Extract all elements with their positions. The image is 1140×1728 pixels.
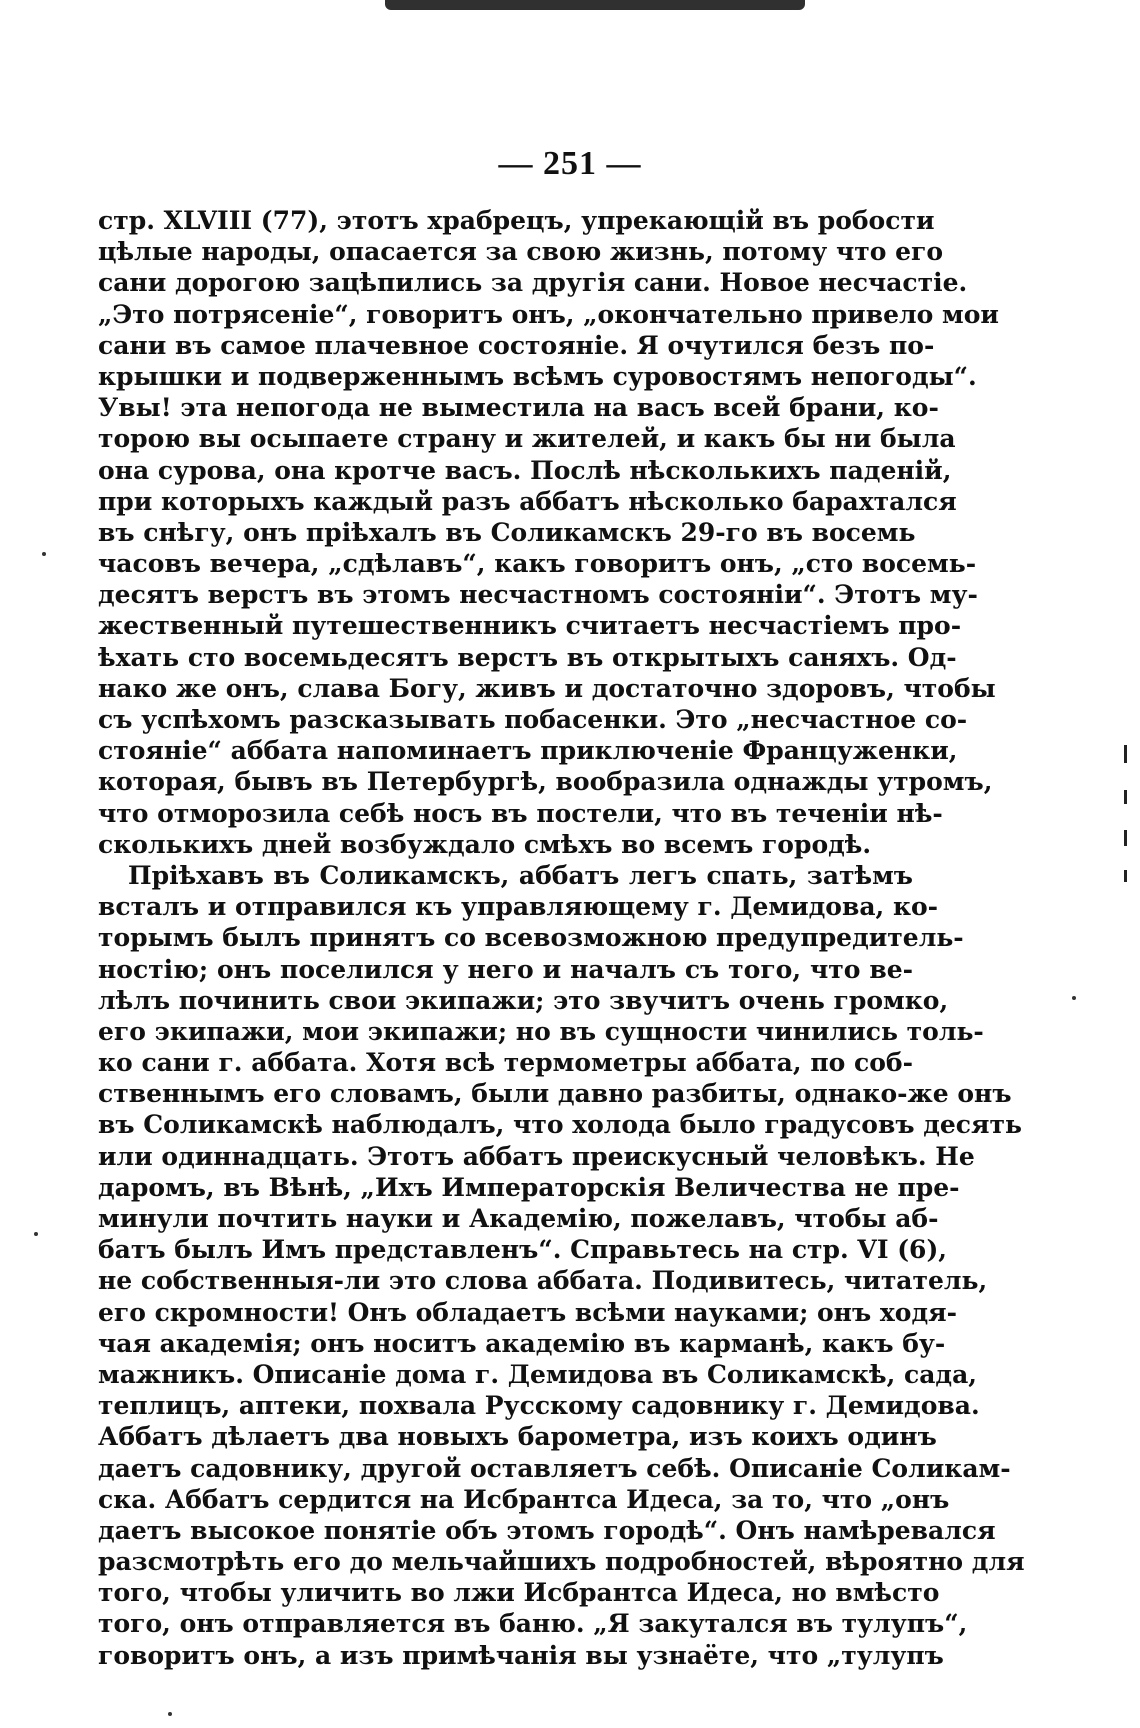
- scan-margin-mark: [1124, 870, 1127, 882]
- text-line: которая, бывъ въ Петербургѣ, вообразила однажды утромъ,: [98, 767, 993, 797]
- text-line: чая академія; онъ носитъ академію въ карманѣ, какъ бу-: [98, 1328, 946, 1358]
- text-line: всталъ и отправился къ управляющему г. Демидова, ко-: [98, 892, 939, 922]
- scan-margin-mark: [1124, 790, 1127, 804]
- text-line: „Это потрясеніе“, говоритъ онъ, „окончательно привело мои: [98, 299, 999, 329]
- text-line: мажникъ. Описаніе дома г. Демидова въ Соликамскѣ, сада,: [98, 1359, 977, 1389]
- scan-speck: [42, 552, 46, 556]
- text-line: теплицъ, аптеки, похвала Русскому садовнику г. Демидова.: [98, 1391, 980, 1421]
- text-line: не собственныя-ли это слова аббата. Подивитесь, читатель,: [98, 1266, 988, 1296]
- text-line: того, чтобы уличить во лжи Исбрантса Идеса, но вмѣсто: [98, 1578, 940, 1608]
- text-line: даромъ, въ Вѣнѣ, „Ихъ Императорскія Величества не пре-: [98, 1172, 960, 1202]
- text-line: ственнымъ его словамъ, были давно разбиты, однако-же онъ: [98, 1079, 1012, 1109]
- scan-speck: [168, 1712, 172, 1716]
- text-line: Увы! эта непогода не выместила на васъ всей брани, ко-: [98, 393, 939, 423]
- text-line: часовъ вечера, „сдѣлавъ“, какъ говоритъ онъ, „сто восемь-: [98, 549, 977, 579]
- text-line: стояніе“ аббата напоминаетъ приключеніе Француженки,: [98, 736, 958, 766]
- text-line: сани дорогою зацѣпились за другія сани. Новое несчастіе.: [98, 268, 968, 298]
- text-line: она сурова, она кротче васъ. Послѣ нѣсколькихъ паденій,: [98, 455, 952, 485]
- text-line: въ Соликамскѣ наблюдалъ, что холода было градусовъ десять: [98, 1110, 1022, 1140]
- text-line: ѣхать сто восемьдесятъ верстъ въ открытыхъ саняхъ. Од-: [98, 642, 957, 672]
- text-line: цѣлые народы, опасается за свою жизнь, потому что его: [98, 237, 944, 267]
- text-line: въ снѣгу, онъ пріѣхалъ въ Соликамскъ 29-го въ восемь: [98, 517, 916, 547]
- text-line: ска. Аббатъ сердится на Исбрантса Идеса, за то, что „онъ: [98, 1484, 950, 1514]
- text-line: торою вы осыпаете страну и жителей, и какъ бы ни была: [98, 424, 956, 454]
- text-line: сани въ самое плачевное состояніе. Я очутился безъ по-: [98, 330, 935, 360]
- text-line: при которыхъ каждый разъ аббатъ нѣсколько барахтался: [98, 486, 957, 516]
- text-line: даетъ высокое понятіе объ этомъ городѣ“. Онъ намѣревался: [98, 1515, 996, 1545]
- text-line: его скромности! Онъ обладаетъ всѣми науками; онъ ходя-: [98, 1297, 957, 1327]
- text-line: жественный путешественникъ считаетъ несчастіемъ про-: [98, 611, 962, 641]
- text-line: того, онъ отправляется въ баню. „Я закутался въ тулупъ“,: [98, 1609, 968, 1639]
- text-line: говоритъ онъ, а изъ примѣчанія вы узнаёте, что „тулупъ: [98, 1640, 944, 1670]
- text-line: сколькихъ дней возбуждало смѣхъ во всемъ городѣ.: [98, 829, 872, 859]
- text-line: даетъ садовнику, другой оставляетъ себѣ. Описаніе Соликам-: [98, 1453, 1011, 1483]
- text-line: Аббатъ дѣлаетъ два новыхъ барометра, изъ коихъ одинъ: [98, 1422, 937, 1452]
- text-line: нако же онъ, слава Богу, живъ и достаточно здоровъ, чтобы: [98, 673, 996, 703]
- text-line: съ успѣхомъ разсказывать побасенки. Это „несчастное со-: [98, 705, 968, 734]
- scan-speck: [34, 1232, 38, 1236]
- text-line: ко сани г. аббата. Хотя всѣ термометры аббата, по соб-: [98, 1048, 913, 1078]
- text-line: стр. XLVIII (77), этотъ храбрецъ, упрекающій въ робости: [98, 206, 935, 235]
- scan-margin-mark: [1124, 830, 1127, 846]
- text-line: его экипажи, мои экипажи; но въ сущности чинились толь-: [98, 1016, 984, 1046]
- text-line: лѣлъ починить свои экипажи; это звучитъ очень громко,: [98, 985, 949, 1015]
- scan-speck: [1072, 996, 1076, 1000]
- text-line: разсмотрѣть его до мельчайшихъ подробностей, вѣроятно для: [98, 1547, 1025, 1577]
- text-line: батъ былъ Имъ представленъ“. Справьтесь на стр. VI (6),: [98, 1235, 947, 1265]
- text-line: минули почтить науки и Академію, пожелавъ, чтобы аб-: [98, 1204, 939, 1233]
- text-line: десятъ верстъ въ этомъ несчастномъ состояніи“. Этотъ му-: [98, 580, 978, 610]
- text-line: ностію; онъ поселился у него и началъ съ того, что ве-: [98, 954, 913, 984]
- scan-margin-mark: [1124, 745, 1127, 763]
- text-line: что отморозила себѣ носъ въ постели, что въ теченіи нѣ-: [98, 798, 943, 828]
- text-line: крышки и подверженнымъ всѣмъ суровостямъ непогоды“.: [98, 361, 977, 391]
- scan-top-edge: [385, 0, 805, 10]
- text-line: торымъ былъ принятъ со всевозможною предупредитель-: [98, 923, 964, 953]
- text-line: Пріѣхавъ въ Соликамскъ, аббатъ легъ спать, затѣмъ: [128, 860, 913, 890]
- page-number: — 251 —: [498, 145, 642, 182]
- body-text: [98, 205, 1025, 1671]
- text-line: или одиннадцать. Этотъ аббатъ преискусный человѣкъ. Не: [98, 1141, 975, 1171]
